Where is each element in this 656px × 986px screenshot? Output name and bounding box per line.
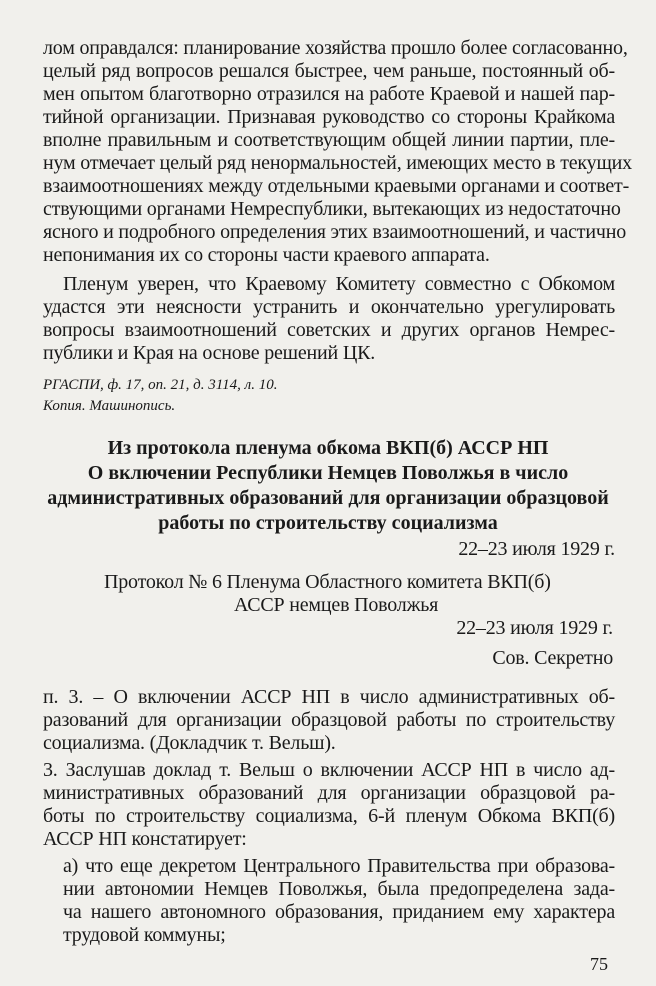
text-line: АССР НП констатирует: xyxy=(43,828,247,850)
page-number: 75 xyxy=(590,954,608,974)
text-line: лом оправдался: планирование хозяйства прошло более согласованно, xyxy=(43,37,628,59)
title-line: О включении Республики Немцев Поволжья в число xyxy=(87,462,569,484)
protocol-subtitle: АССР немцев Поволжья xyxy=(234,594,439,616)
text-line: удастся эти неясности устранить и окончательно урегулировать xyxy=(43,296,615,318)
text-line: разований для организации образцовой работы по строительству xyxy=(43,709,615,731)
text-line: боты по строительству социализма, 6-й пленум Обкома ВКП(б) xyxy=(43,805,615,827)
document-date: 22–23 июля 1929 г. xyxy=(458,538,615,560)
text-line: социализма. (Докладчик т. Вельш). xyxy=(43,732,336,754)
text-line: взаимоотношениях между отдельными краевыми органами и соответ- xyxy=(43,175,630,197)
text-line: министративных образований для организации образцовой ра- xyxy=(43,782,615,804)
text-line: публики и Края на основе решений ЦК. xyxy=(43,342,376,364)
text-line: нум отмечает целый ряд ненормальностей, имеющих место в текущих xyxy=(43,152,632,174)
text-line: вопросы взаимоотношений советских и других органов Немрес- xyxy=(43,319,615,341)
text-line: нии автономии Немцев Поволжья, была предопределена зада- xyxy=(63,878,615,900)
text-line: ча нашего автономного образования, приданием ему характера xyxy=(63,901,615,923)
archive-reference: РГАСПИ, ф. 17, оп. 21, д. 3114, л. 10. xyxy=(43,377,278,393)
text-line: целый ряд вопросов решался быстрее, чем раньше, постоянный об- xyxy=(43,60,615,82)
text-line: ствующими органами Немреспублики, вытекающих из недостаточно xyxy=(43,198,621,220)
text-line: тийной организации. Признавая руководство со стороны Крайкома xyxy=(43,106,615,128)
copy-note: Копия. Машинопись. xyxy=(43,398,176,414)
text-line: ясного и подробного определения этих взаимоотношений, и частично xyxy=(43,221,627,243)
text-line: вполне правильным и соответствующим общей линии партии, пле- xyxy=(43,129,615,151)
text-line: а) что еще декретом Центрального Правительства при образова- xyxy=(63,855,615,877)
title-line: работы по строительству социализма xyxy=(158,512,498,534)
classification-stamp: Сов. Секретно xyxy=(492,647,613,669)
text-line: 3. Заслушав доклад т. Вельш о включении АССР НП в число ад- xyxy=(43,759,615,781)
protocol-title: Протокол № 6 Пленума Областного комитета ВКП(б) xyxy=(104,571,551,593)
title-line: административных образований для организации образцовой xyxy=(47,487,609,509)
text-line: п. 3. – О включении АССР НП в число административных об- xyxy=(43,686,615,708)
text-line: непонимания их со стороны части краевого аппарата. xyxy=(43,244,490,266)
protocol-date: 22–23 июля 1929 г. xyxy=(456,617,613,639)
text-line: трудовой коммуны; xyxy=(63,924,226,946)
title-line: Из протокола пленума обкома ВКП(б) АССР НП xyxy=(107,437,549,459)
text-line: Пленум уверен, что Краевому Комитету совместно с Обкомом xyxy=(63,273,615,295)
text-line: мен опытом благотворно отразился на работе Краевой и нашей пар- xyxy=(43,83,615,105)
